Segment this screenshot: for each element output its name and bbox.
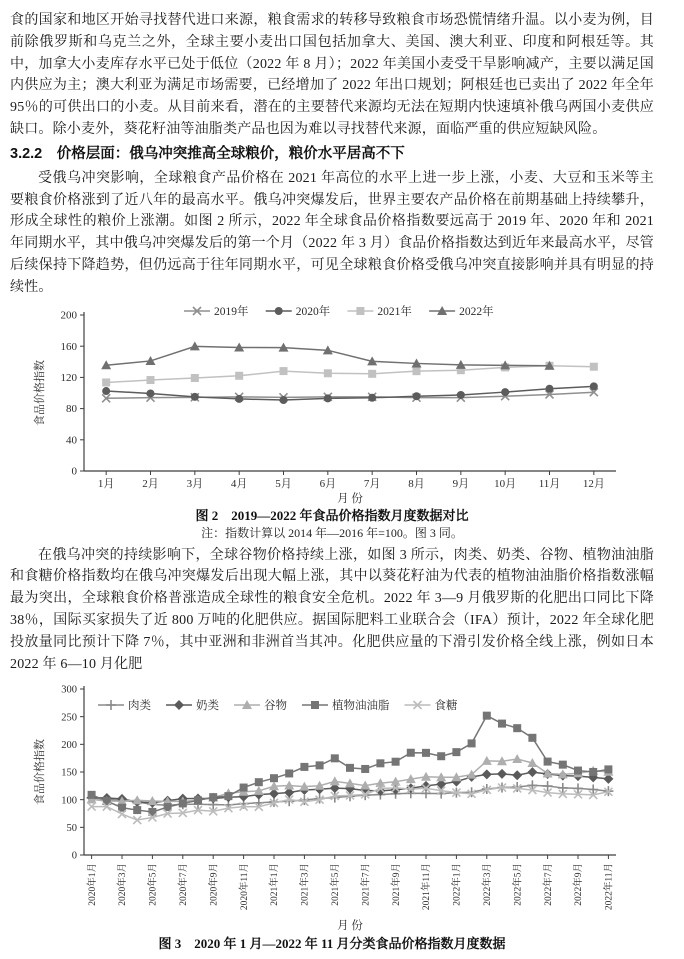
svg-text:植物油油脂: 植物油油脂 — [332, 700, 390, 713]
svg-text:150: 150 — [61, 767, 77, 779]
svg-text:2022年11月: 2022年11月 — [604, 863, 615, 911]
svg-text:月 份: 月 份 — [337, 920, 363, 933]
paragraph-fertilizer: 在俄乌冲突的持续影响下，全球谷物价格持续上涨，如图 3 所示，肉类、奶类、谷物、植物油油脂和食糖价格指数均在俄乌冲突爆发后出现大幅上涨，其中以葵花籽油为代表的植物油油脂价格指数涨幅最为突出，全球粮食价格普涨造成全球性的粮食安全危机。2022 年 3—9 月俄罗斯的化肥出口同比下降 38％，国际买家损失了近 800 万吨的化肥供应。据国际肥料工业联合会（IFA）预计，2022 年全球化肥投放量同比预计下降 7％，其中亚洲和非洲首当其冲。化肥供应量的下滑引发价格全线上涨，例如日本 2022 年 6—10 月化肥 — [10, 547, 654, 672]
svg-text:2022年: 2022年 — [459, 305, 494, 318]
svg-text:食品价格指数: 食品价格指数 — [34, 739, 46, 806]
svg-text:奶类: 奶类 — [196, 700, 219, 713]
svg-text:肉类: 肉类 — [128, 700, 151, 713]
svg-text:食糖: 食糖 — [434, 700, 458, 713]
svg-text:250: 250 — [61, 712, 77, 724]
svg-text:2022年5月: 2022年5月 — [513, 863, 524, 907]
svg-text:120: 120 — [60, 371, 77, 384]
svg-text:谷物: 谷物 — [264, 700, 287, 713]
svg-text:1月: 1月 — [97, 477, 115, 490]
svg-text:100: 100 — [61, 795, 77, 807]
svg-text:2021年1月: 2021年1月 — [270, 863, 281, 907]
svg-text:2022年7月: 2022年7月 — [543, 863, 554, 907]
figure3-caption: 图 3 2020 年 1 月—2022 年 11 月分类食品价格指数月度数据 — [158, 936, 506, 952]
svg-text:2021年9月: 2021年9月 — [391, 863, 402, 907]
figure-3 — [10, 677, 654, 953]
figure3-category-price-index-line-chart — [32, 677, 632, 935]
svg-text:2020年1月: 2020年1月 — [87, 863, 98, 907]
svg-text:2022年3月: 2022年3月 — [483, 863, 493, 907]
svg-text:2021年5月: 2021年5月 — [331, 863, 341, 907]
svg-text:40: 40 — [66, 433, 77, 446]
svg-text:2020年9月: 2020年9月 — [209, 863, 220, 907]
svg-text:12月: 12月 — [582, 477, 605, 490]
paragraph-price-level: 受俄乌冲突影响，全球粮食产品价格在 2021 年高位的水平上进一步上涨，小麦、大豆和玉米等主要粮食价格涨到了近八年的最高水平。俄乌冲突爆发后，世界主要农产品价格在前期基础上持续攀升，形成全球性的粮价上涨潮。如图 2 所示，2022 年全球食品价格指数要远高于 2019 年、2020 年和 2021 年同期水平，其中俄乌冲突爆发后的第一个月（2022 年 3 月）食品价格指数达到近年来最高水平，尽管后续保持下降趋势，但仍远高于往年同期水平，可见全球粮食价格受俄乌冲突直接影响并具有明显的持续性。 — [10, 170, 654, 295]
svg-text:7月: 7月 — [363, 477, 381, 490]
figure-2 — [10, 301, 654, 541]
svg-text:80: 80 — [66, 402, 77, 415]
svg-text:食品价格指数: 食品价格指数 — [34, 359, 46, 426]
svg-text:300: 300 — [61, 684, 77, 696]
figure2-note: 注：指数计算以 2014 年—2016 年=100。图 3 同。 — [201, 525, 463, 540]
svg-text:2021年11月: 2021年11月 — [422, 863, 433, 911]
svg-text:2019年: 2019年 — [214, 305, 249, 318]
svg-text:2021年7月: 2021年7月 — [361, 863, 372, 907]
svg-text:4月: 4月 — [230, 477, 248, 490]
svg-text:2020年5月: 2020年5月 — [148, 863, 159, 907]
svg-text:50: 50 — [66, 823, 77, 835]
paragraph-wheat-supply: 食的国家和地区开始寻找替代进口来源，粮食需求的转移导致粮食市场恐慌情绪升温。以小麦为例，目前除俄罗斯和乌克兰之外，全球主要小麦出口国包括加拿大、美国、澳大利亚、印度和阿根廷等。其中，加拿大小麦库存水平已处于低位（2022 年 8 月）；2022 年美国小麦受干旱影响减产，主要以满足国内供应为主；澳大利亚为满足市场需要，已经增加了 2022 年出口规划；阿根廷也已卖出了 2022 年全年 95％的可供出口的小麦。从目前来看，潜在的主要替代来源均无法在短期内快速填补俄乌两国小麦供应缺口。除小麦外，葵花籽油等油脂类产品也因为难以寻找替代来源，面临严重的供应短缺风险。 — [10, 13, 654, 137]
section-heading-3-2-2: 3.2.2 价格层面：俄乌冲突推高全球粮价，粮价水平居高不下 — [10, 145, 405, 162]
svg-text:0: 0 — [71, 465, 77, 478]
svg-text:2020年: 2020年 — [295, 305, 331, 318]
svg-text:160: 160 — [60, 340, 77, 353]
svg-text:6月: 6月 — [319, 477, 337, 490]
svg-text:11月: 11月 — [538, 477, 561, 490]
figure2-food-price-index-line-chart — [32, 301, 632, 507]
svg-text:8月: 8月 — [408, 477, 425, 490]
svg-text:2022年1月: 2022年1月 — [452, 863, 463, 907]
svg-text:2021年: 2021年 — [377, 305, 412, 318]
svg-text:200: 200 — [61, 740, 77, 752]
svg-text:0: 0 — [71, 850, 77, 862]
svg-text:2月: 2月 — [142, 477, 159, 490]
svg-text:9月: 9月 — [452, 477, 470, 490]
svg-text:5月: 5月 — [275, 477, 292, 490]
svg-text:月 份: 月 份 — [337, 492, 363, 505]
svg-text:2020年11月: 2020年11月 — [239, 863, 250, 911]
svg-text:200: 200 — [60, 309, 77, 322]
svg-text:3月: 3月 — [186, 477, 204, 490]
svg-text:10月: 10月 — [494, 477, 517, 490]
svg-text:2020年3月: 2020年3月 — [118, 863, 129, 907]
svg-text:2022年9月: 2022年9月 — [574, 863, 585, 907]
svg-text:2020年7月: 2020年7月 — [179, 863, 189, 907]
svg-text:2021年3月: 2021年3月 — [300, 863, 311, 907]
figure2-caption: 图 2 2019—2022 年食品价格指数月度数据对比 — [195, 507, 469, 523]
